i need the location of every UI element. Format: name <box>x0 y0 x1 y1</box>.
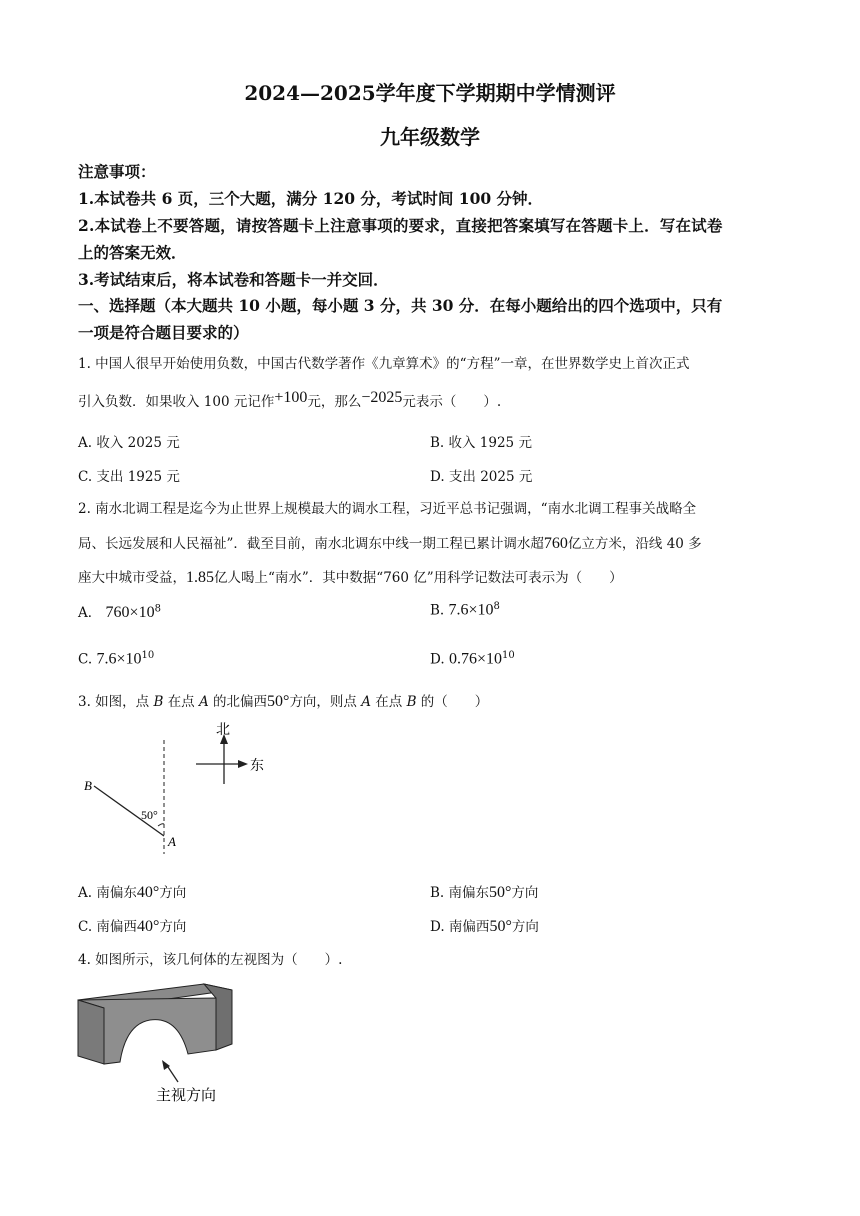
q3-option-b-suffix: 方向 <box>511 885 539 901</box>
compass-east-arrow-icon <box>238 760 248 768</box>
q3-angle: 50° <box>267 693 290 710</box>
q3-text-f: 的（ ） <box>420 694 489 710</box>
q2-option-c[interactable] <box>78 650 154 669</box>
q1-option-c[interactable]: C. 支出 1925 元 <box>78 469 180 485</box>
q3-option-c-angle: 40° <box>136 918 160 935</box>
q2-option-d-label: D. <box>430 651 445 668</box>
compass-north-label: 北 <box>216 722 230 738</box>
figure-point-b: B <box>84 778 92 793</box>
q3-text-d: 方向，则点 <box>289 694 357 710</box>
q2-option-c-label: C. <box>78 651 93 668</box>
q3-option-c-text: C. 南偏西 <box>78 919 137 935</box>
q3-option-b[interactable] <box>430 881 538 902</box>
q2-line1: 2. 南水北调工程是迄今为止世界上规模最大的调水工程，习近平总书记强调，“南水北调工程事关战略全 <box>78 501 697 517</box>
q2-text-a: 局、长远发展和人民福祉”．截至目前，南水北调东中线一期工程已累计调水超 <box>78 536 544 552</box>
section-heading-line2: 一项是符合题目要求的） <box>78 323 249 342</box>
q3-text-e: 在点 <box>375 694 403 710</box>
q3-text-a: 3. 如图，点 <box>78 694 150 710</box>
exam-subtitle: 九年级数学 <box>380 125 480 149</box>
q3-option-d[interactable] <box>430 915 539 936</box>
q2-line3 <box>78 566 623 587</box>
q2-option-d[interactable] <box>430 650 515 669</box>
section-heading-line1: 一、选择题（本大题共 10 小题，每小题 3 分，共 30 分．在每小题给出的四个选项中，只有 <box>78 296 723 315</box>
q1-option-d[interactable]: D. 支出 2025 元 <box>430 469 533 485</box>
exam-title: 2024—2025学年度下学期期中学情测评 <box>244 81 616 105</box>
q1-text-b: 元，那么 <box>307 394 362 410</box>
q3-option-b-angle: 50° <box>489 884 512 901</box>
notice-heading: 注意事项： <box>78 162 156 181</box>
notice-item-3: 3.考试结束后，将本试卷和答题卡一并交回． <box>78 270 389 289</box>
q4-stem: 4. 如图所示，该几何体的左视图为（ ）. <box>78 952 343 968</box>
q2-option-c-base: 7.6×10 <box>96 650 142 668</box>
q3-option-d-suffix: 方向 <box>511 919 539 935</box>
q2-text-c: 座大中城市受益， <box>78 570 186 586</box>
q3-option-d-text: D. 南偏西 <box>430 919 490 935</box>
q2-math-760: 760 <box>543 535 568 552</box>
q1-math-plus100: +100 <box>274 389 308 406</box>
notice-item-2-line1: 2.本试卷上不要答题，请按答题卡上注意事项的要求，直接把答案填写在答题卡上．写在试卷 <box>78 216 723 235</box>
q2-line2 <box>78 532 702 553</box>
q2-option-a-exp: 8 <box>154 603 161 615</box>
q3-text-b: 在点 <box>167 694 195 710</box>
q3-option-d-angle: 50° <box>489 918 512 935</box>
q3-stem <box>78 690 488 711</box>
q2-text-d: 亿人喝上“南水”．其中数据“760 亿”用科学记数法可表示为（ ） <box>214 570 623 586</box>
solid-left-face <box>78 1000 104 1064</box>
q1-math-minus2025: −2025 <box>361 389 403 406</box>
q3-point-b: B <box>153 694 164 710</box>
angle-arc <box>158 824 164 826</box>
q2-option-b-base: 7.6×10 <box>448 601 494 619</box>
q2-option-d-exp: 10 <box>501 650 515 661</box>
solid-arch-edge <box>124 1026 186 1060</box>
q1-option-b[interactable]: B. 收入 1925 元 <box>430 435 532 451</box>
notice-item-2-line2: 上的答案无效． <box>78 243 187 262</box>
view-direction-label: 主视方向 <box>156 1086 217 1104</box>
q3-text-c: 的北偏西 <box>213 694 268 710</box>
q2-option-b-label: B. <box>430 602 445 619</box>
notice-item-1: 1.本试卷共 6 页，三个大题，满分 120 分，考试时间 100 分钟． <box>78 189 544 208</box>
q1-text-a: 引入负数．如果收入 100 元记作 <box>78 394 275 410</box>
q3-point-a-2: A <box>361 694 371 710</box>
q4-solid-figure <box>74 980 244 1110</box>
compass-east-label: 东 <box>250 758 264 774</box>
q3-option-a[interactable] <box>78 881 186 902</box>
q2-option-c-exp: 10 <box>141 650 155 661</box>
q1-line1: 1. 中国人很早开始使用负数，中国古代数学著作《九章算术》的“方程”一章，在世界数学史上首次正式 <box>78 356 690 372</box>
q1-text-c: 元表示（ ）. <box>402 394 502 410</box>
q2-option-b[interactable] <box>430 601 500 620</box>
q3-option-a-angle: 40° <box>136 884 160 901</box>
q2-option-b-exp: 8 <box>493 601 500 612</box>
q2-math-185: 1.85 <box>186 569 214 586</box>
q2-option-d-base: 0.76×10 <box>448 650 502 668</box>
q2-option-a-label: A． <box>78 605 102 621</box>
q1-option-a[interactable]: A. 收入 2025 元 <box>78 435 180 451</box>
q2-option-a-base: 760×10 <box>105 604 155 621</box>
q3-option-a-text: A. 南偏东 <box>78 885 137 901</box>
q3-option-b-text: B. 南偏东 <box>430 885 490 901</box>
figure-angle-label: 50° <box>141 808 158 822</box>
figure-point-a: A <box>168 834 176 849</box>
q3-option-c-suffix: 方向 <box>159 919 187 935</box>
q1-line2 <box>78 390 501 411</box>
q2-text-b: 亿立方米，沿线 40 多 <box>567 536 702 552</box>
q3-option-a-suffix: 方向 <box>159 885 187 901</box>
q2-option-a[interactable] <box>78 601 161 622</box>
q3-bearing-figure <box>70 722 290 862</box>
q3-point-b-2: B <box>406 694 417 710</box>
q3-option-c[interactable] <box>78 915 186 936</box>
q3-point-a: A <box>198 694 209 710</box>
